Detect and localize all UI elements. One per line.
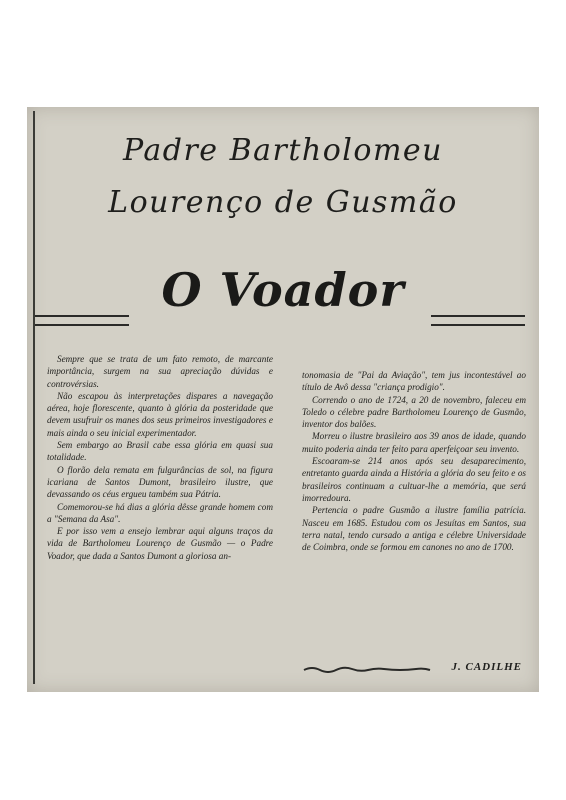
title-line-2: Lourenço de Gusmão	[108, 185, 458, 220]
subtitle: O Voador	[161, 263, 405, 317]
paragraph: Correndo o ano de 1724, a 20 de novembro, faleceu em Toledo o célebre padre Bartholomeu Lourenço de Gusmão, inventor dos balões.	[302, 394, 526, 430]
paragraph: Sempre que se trata de um fato remoto, de marcante importância, surgem na sua apreciação dúvidas e controvérsias.	[47, 354, 273, 389]
ink-scribble-icon	[302, 665, 432, 673]
paragraph: Comemorou-se há dias a glória dêsse grande homem com a "Semana da Asa".	[47, 501, 273, 524]
paragraph: Escoaram-se 214 anos após seu desaparecimento, entretanto guarda ainda a História a glória do seu feito e os brasileiros continuam a cultuar-lhe a memória, que será imorredoura.	[302, 456, 526, 503]
article-column-left	[47, 353, 273, 562]
article-column-right	[302, 369, 526, 553]
paragraph: Morreu o ilustre brasileiro aos 39 anos de idade, quando muito poderia ainda ter feito para aperfeiçoar seu invento.	[302, 431, 526, 454]
newspaper-clipping	[27, 107, 539, 692]
paragraph: O florão dela remata em fulgurâncias de sol, na figura icariana de Santos Dumont, brasileiro ilustre, que devassando os céus ergueu também sua Pátria.	[47, 464, 273, 500]
paragraph: E por isso vem a ensejo lembrar aqui alguns traços da vida de Bartholomeu Lourenço de Gusmão — o Padre Voador, que dada a Santos Dumont a gloriosa an-	[47, 526, 273, 561]
paragraph: Não escapou às interpretações dispares a navegação aérea, hoje florescente, quanto à glória da posteridade que devem usufruir os manes dos seus primeiros investigadores e mais ainda o seu inicial experimentador.	[47, 390, 273, 438]
author-signature: J. CADILHE	[451, 661, 522, 673]
paragraph: Sem embargo ao Brasil cabe essa glória em quasi sua totalidade.	[47, 440, 273, 463]
title-line-1: Padre Bartholomeu	[123, 133, 443, 168]
decorative-rule-right	[431, 315, 525, 326]
paragraph: Pertencia o padre Gusmão a ilustre família patrícia. Nasceu em 1685. Estudou com os Jesuítas em Santos, sua terra natal, tendo cursado a antiga e célebre Universidade de Coimbra, onde se formou em canones no ano de 1700.	[302, 505, 526, 553]
paragraph: tonomasia de "Pai da Aviação", tem jus incontestável ao título de Avô dessa "criança prodigio".	[302, 370, 526, 393]
signature-block	[302, 659, 526, 679]
